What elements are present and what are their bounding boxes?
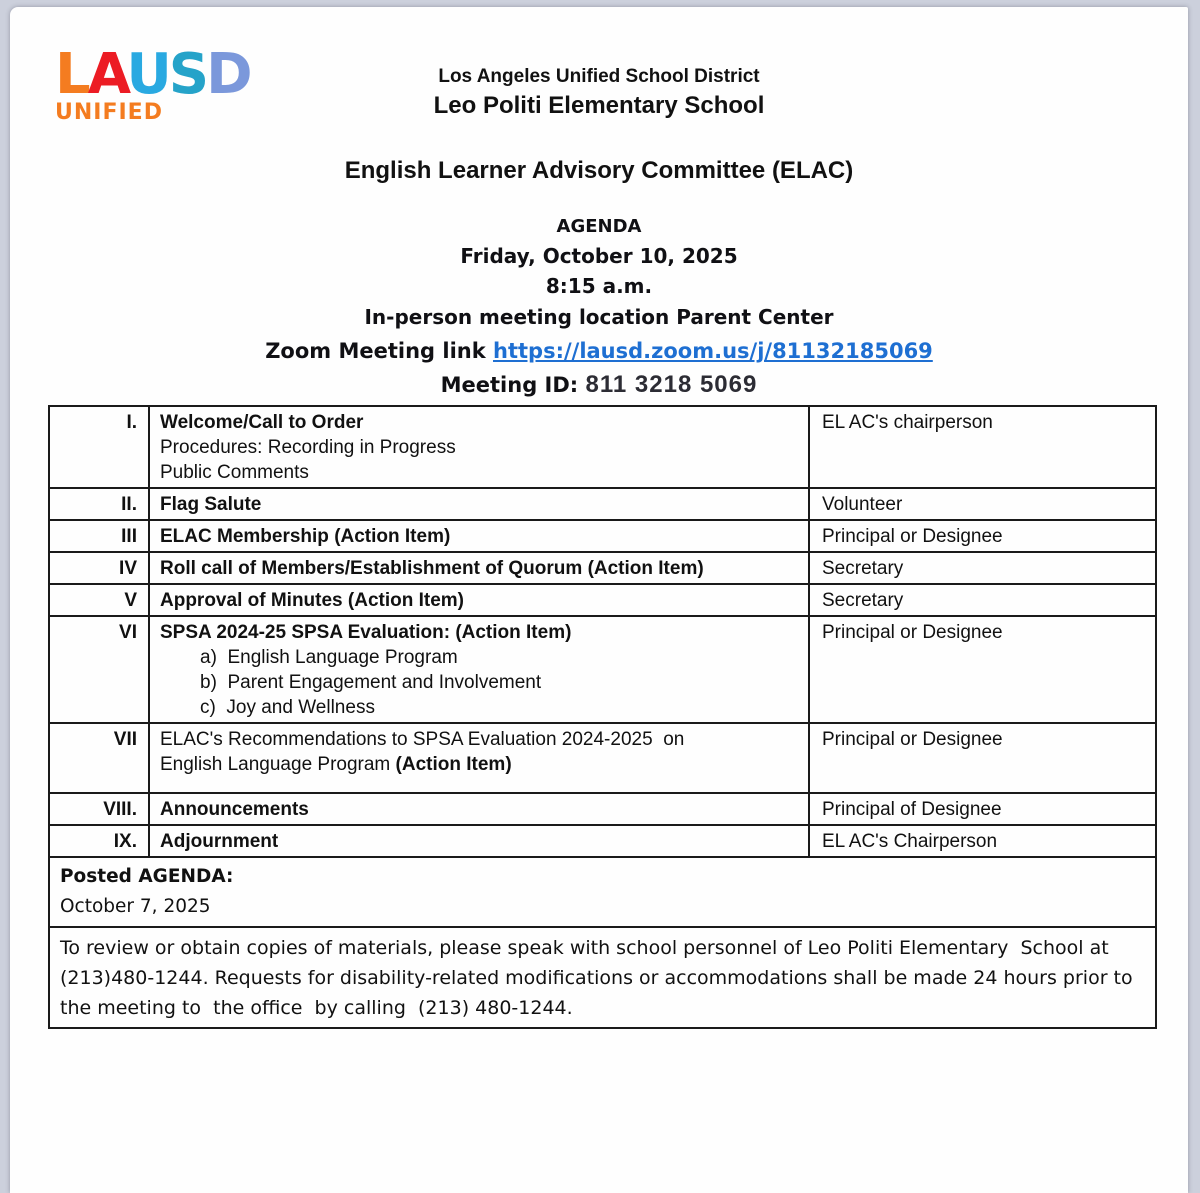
logo-letter: D <box>206 42 250 107</box>
table-row <box>49 406 1156 488</box>
row-person: Principal or Designee <box>809 520 1156 552</box>
table-row <box>49 616 1156 723</box>
table-row <box>49 552 1156 584</box>
row-item: ELAC Membership (Action Item) <box>149 520 809 552</box>
footer-notice-text: To review or obtain copies of materials, please speak with school personnel of Leo Politi Elementary School at (213)480-1244. Requests for disability-related modifications or accommodations shall be made 24 hours prior to the meeting to the office by calling (213) 480-1244. <box>49 927 1156 1028</box>
agenda-label: AGENDA <box>556 216 642 237</box>
row-numeral: VIII. <box>49 793 149 825</box>
zoom-link-line <box>10 333 1188 369</box>
logo-letter: A <box>87 42 127 107</box>
table-row <box>49 825 1156 857</box>
row-person: Secretary <box>809 584 1156 616</box>
row-numeral: II. <box>49 488 149 520</box>
row-numeral: I. <box>49 406 149 488</box>
posted-agenda-row <box>49 857 1156 927</box>
row-item: Welcome/Call to Order Procedures: Recording in Progress Public Comments <box>149 406 809 488</box>
district-title: Los Angeles Unified School District <box>438 66 760 87</box>
document-page <box>10 7 1188 1193</box>
lausd-logo-word <box>55 42 250 107</box>
row-item: Roll call of Members/Establishment of Quorum (Action Item) <box>149 552 809 584</box>
logo-letter: S <box>168 42 207 107</box>
school-title: Leo Politi Elementary School <box>433 92 765 119</box>
table-row <box>49 488 1156 520</box>
row-numeral: IV <box>49 552 149 584</box>
row-numeral: V <box>49 584 149 616</box>
meeting-id-label: Meeting ID: <box>440 373 579 397</box>
posted-agenda-date: October 7, 2025 <box>60 896 211 917</box>
row-item: Announcements <box>149 793 809 825</box>
footer-notice-row <box>49 927 1156 1028</box>
meeting-location: In-person meeting location Parent Center <box>364 305 834 329</box>
meeting-time: 8:15 a.m. <box>545 274 653 298</box>
row-numeral: VI <box>49 616 149 723</box>
table-row <box>49 793 1156 825</box>
meeting-id-value: 811 3218 5069 <box>585 371 758 398</box>
row-numeral: III <box>49 520 149 552</box>
row-item: Adjournment <box>149 825 809 857</box>
row-person: EL AC's Chairperson <box>809 825 1156 857</box>
table-row <box>49 723 1156 793</box>
row-person: EL AC's chairperson <box>809 406 1156 488</box>
meeting-id-line <box>10 369 1188 401</box>
row-item: ELAC's Recommendations to SPSA Evaluation 2024-2025 on English Language Program (Action Item) <box>149 723 809 793</box>
row-item: Approval of Minutes (Action Item) <box>149 584 809 616</box>
row-numeral: IX. <box>49 825 149 857</box>
meeting-details <box>10 213 1188 401</box>
meeting-date: Friday, October 10, 2025 <box>460 244 738 268</box>
agenda-table <box>48 405 1157 1029</box>
logo-letter: L <box>55 42 88 107</box>
row-numeral: VII <box>49 723 149 793</box>
row-item: Flag Salute <box>149 488 809 520</box>
row-item: SPSA 2024-25 SPSA Evaluation: (Action Item) a) English Language Program b) Parent Engagement and Involvement c) Joy and Wellness <box>149 616 809 723</box>
posted-agenda-label: Posted AGENDA: <box>60 866 234 887</box>
lausd-logo-subtitle: UNIFIED <box>55 100 163 125</box>
table-row <box>49 584 1156 616</box>
row-person: Principal or Designee <box>809 616 1156 723</box>
committee-title: English Learner Advisory Committee (ELAC) <box>344 157 854 184</box>
table-row <box>49 520 1156 552</box>
row-person: Volunteer <box>809 488 1156 520</box>
logo-letter: U <box>126 42 169 107</box>
zoom-link-label: Zoom Meeting link <box>265 339 486 363</box>
row-person: Principal of Designee <box>809 793 1156 825</box>
lausd-logo <box>55 42 250 125</box>
zoom-meeting-link[interactable]: https://lausd.zoom.us/j/81132185069 <box>493 339 933 363</box>
row-person: Secretary <box>809 552 1156 584</box>
row-person: Principal or Designee <box>809 723 1156 793</box>
